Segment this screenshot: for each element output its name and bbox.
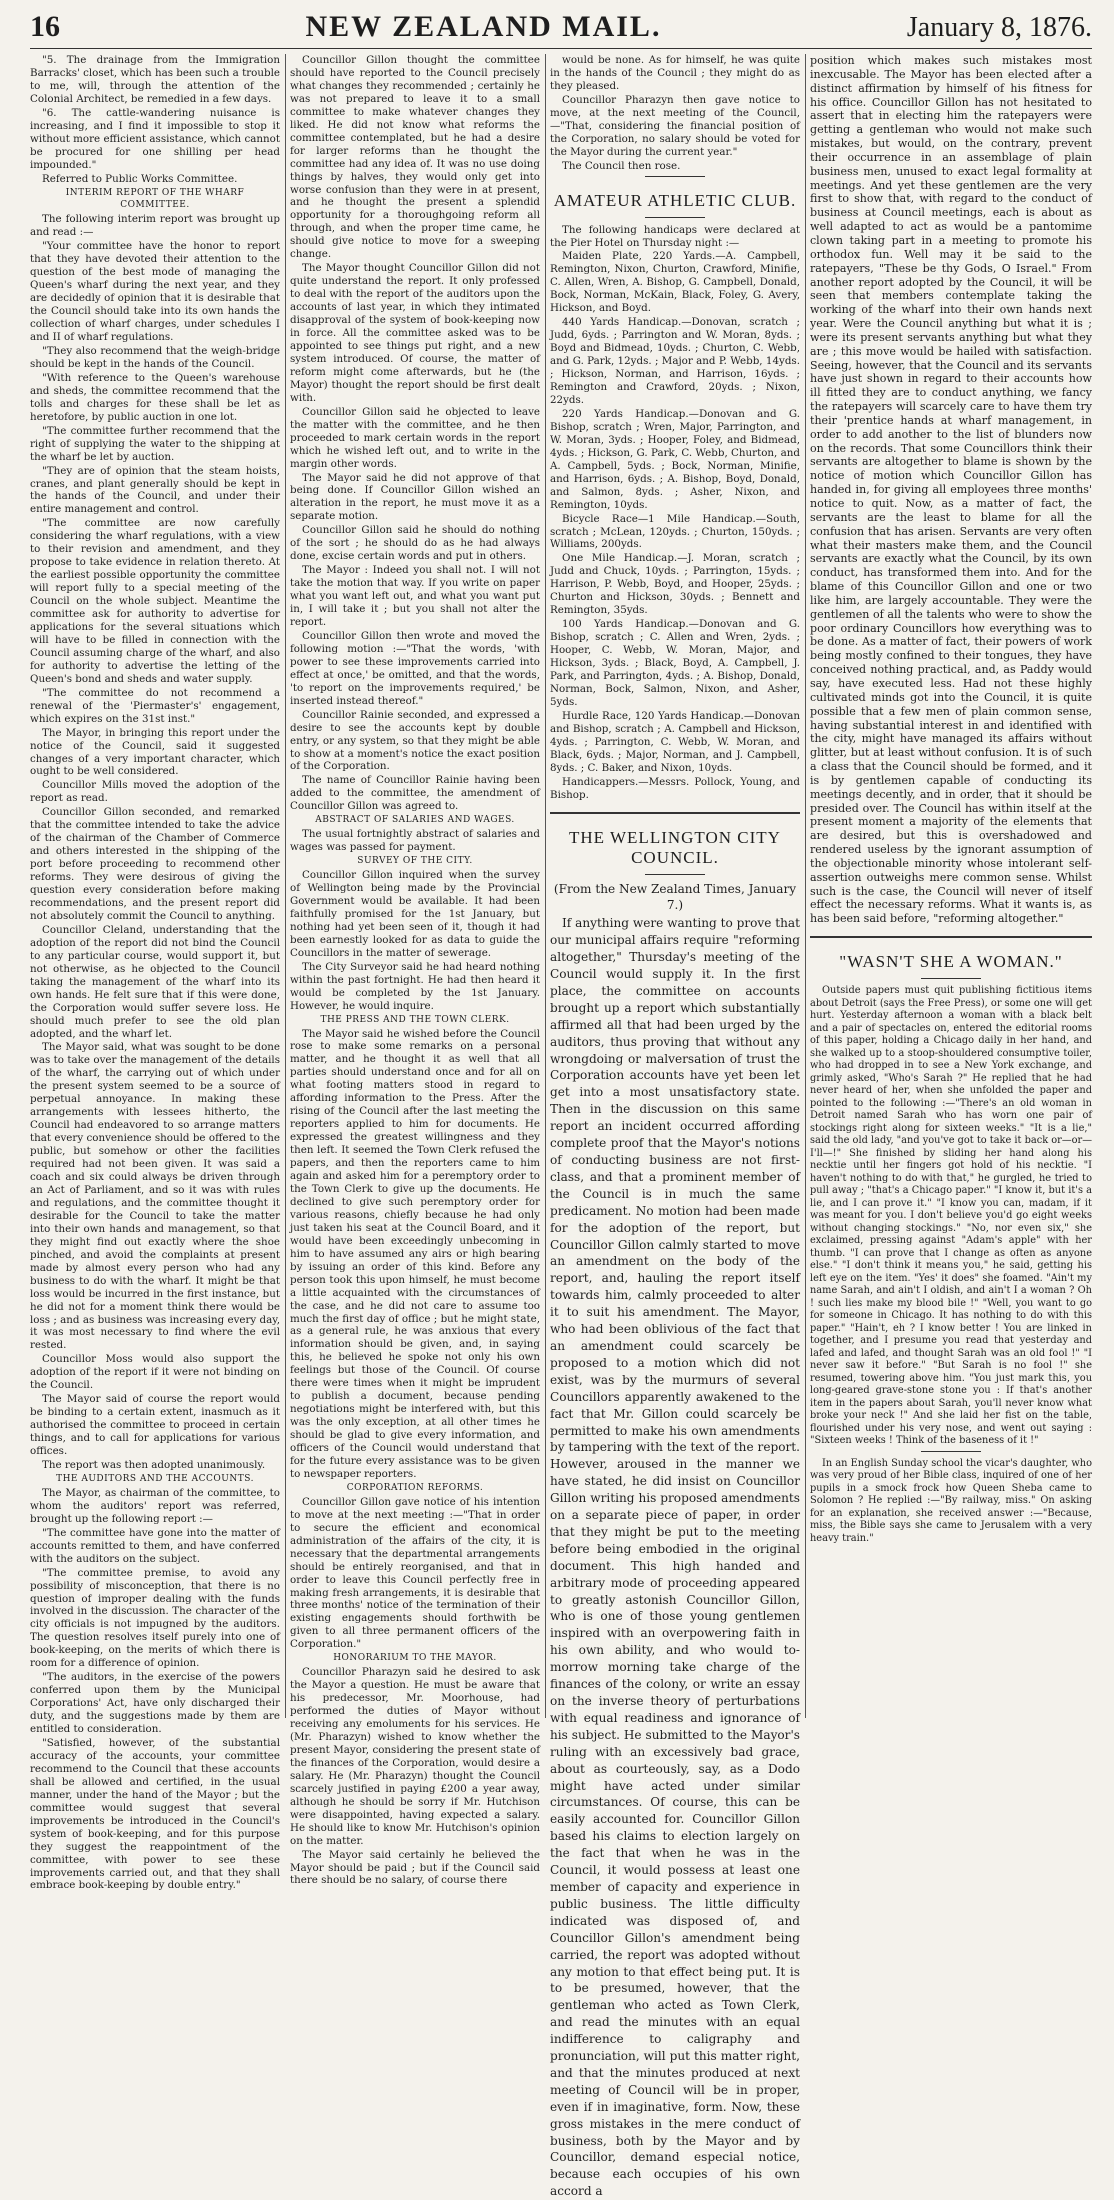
subheading: HONORARIUM TO THE MAYOR.: [333, 1653, 497, 1664]
paragraph: "They also recommend that the weigh-bridge should be kept in the hands of the Council.: [30, 344, 280, 370]
subheading: THE AUDITORS AND THE ACCOUNTS.: [56, 1473, 254, 1484]
paragraph: "6. The cattle-wandering nuisance is increasing, and I find it impossible to stop it without more efficient assistance, which cannot be procured for one shilling per head impounded.": [30, 106, 280, 171]
issue-date: January 8, 1876.: [906, 12, 1092, 43]
page-number: 16: [30, 10, 60, 43]
paragraph: The Mayor thought Councillor Gillon did not quite understand the report. It only professed to deal with the report of the auditors upon the accounts of last year, in which they intimated disapproval of the system of book-keeping now in force. All the committee asked was to be appointed to see things put right, and a new system introduced. Of course, the matter of reform might come afterwards, but he (the Mayor) thought the report should be first dealt with.: [290, 262, 540, 404]
handicap-entry: Bicycle Race—1 Mile Handicap.—South, scratch ; McLean, 120yds. ; Churton, 150yds. ; Williams, 200yds.: [550, 512, 800, 551]
paragraph: "Satisfied, however, of the substantial accuracy of the accounts, your committee recommend to the Council that these accounts shall be allowed and certified, in the usual manner, under the hand of the Mayor ; but the committee would suggest that several improvements be introduced in the Council's system of book-keeping, and for this purpose they suggest the reappointment of the committee, with power to see these improvements carried out, and that they shall embrace book-keeping by double entry.": [30, 1737, 280, 1892]
column-3: [550, 54, 800, 2199]
paragraph: The following interim report was brought up and read :—: [30, 213, 280, 239]
article-headline: AMATEUR ATHLETIC CLUB.: [553, 190, 797, 210]
handicap-entry: 440 Yards Handicap.—Donovan, scratch ; Judd, 6yds. ; Parrington and W. Moran, 8yds. ; Boyd and Bidmead, 10yds. ; Churton, C. Webb, and G. Park, 12yds. ; Major and P. Webb, 14yds. ; Hickson, Norman, and Harrison, 16yds. ; Remington and Crawford, 20yds. ; Nixon, 22yds.: [550, 316, 800, 406]
paragraph: Councillor Gillon thought the committee should have reported to the Council precisely what changes they recommended ; certainly he was not prepared to leave it to a small committee to make whatever changes they liked. He did not know what reforms the committee contemplated, but he had a desire for larger reforms than he thought the committee had any idea of. It was no use doing things by halves, they would only get into worse confusion than they were in at present, and he thought the present a splendid opportunity for a thoroughgoing reform all through, and when the proper time came, he should give notice to move for a sweeping change.: [290, 54, 540, 261]
paragraph: "5. The drainage from the Immigration Barracks' closet, which has been such a trouble to me, will, through the attention of the Colonial Architect, be remedied in a few days.: [30, 54, 280, 105]
paragraph: "The committee further recommend that the right of supplying the water to the shipping at the wharf be let by auction.: [30, 424, 280, 463]
divider: [921, 978, 981, 979]
paragraph: Councillor Moss would also support the adoption of the report if it were not binding on the Council.: [30, 1353, 280, 1392]
column-2: [290, 54, 540, 1887]
paragraph: The Mayor, as chairman of the committee, to whom the auditors' report was referred, brought up the following report :—: [30, 1486, 280, 1525]
paragraph: Councillor Gillon gave notice of his intention to move at the next meeting :—"That in order to secure the efficient and economical administration of the affairs of the city, it is necessary that the departmental arrangements should be entirely reorganised, and that in order to leave this Council perfectly free in making fresh arrangements, it is desirable that three months' notice of the termination of their existing engagements should forthwith be given to all three permanent officers of the Corporation.": [290, 1495, 540, 1651]
divider: [921, 1451, 981, 1452]
paragraph: would be none. As for himself, he was quite in the hands of the Council ; they might do as they pleased.: [550, 54, 800, 92]
paragraph: The Mayor said of course the report would be binding to a certain extent, inasmuch as it authorised the committee to proceed in certain things, and to call for applications for various offices.: [30, 1393, 280, 1458]
article-headline: THE WELLINGTON CITY COUNCIL.: [569, 827, 781, 867]
paragraph: "Your committee have the honor to report that they have devoted their attention to the question of the best mode of managing the Queen's wharf during the next year, and they are decidedly of opinion that it is desirable that the Council should take into its own hands the collection of wharf charges, under schedules I and II of wharf regulations.: [30, 240, 280, 344]
column-rule: [285, 54, 286, 1718]
subheading: CORPORATION REFORMS.: [346, 1482, 484, 1493]
paragraph: Councillor Pharazyn then gave notice to move, at the next meeting of the Council,—"That, considering the financial position of the Corporation, no salary should be voted for the Mayor during the current year.": [550, 93, 800, 158]
paragraph: Councillor Gillon said he objected to leave the matter with the committee, and he then proceeded to mark certain words in the report which he wished left out, and to write in the margin other words.: [290, 405, 540, 470]
paragraph: position which makes such mistakes most inexcusable. The Mayor has been elected after a distinct affirmation by himself of his fitness for his office. Councillor Gillon has not hesitated to assert that in electing him the ratepayers were getting a gentleman who would not make such mistakes, but would, on the contrary, prevent their occurrence in an assemblage of plain business men, unused to exact legal formality at meetings. And yet these gentlemen are the very first to show that, with regard to the conduct of business at Council meetings, each is about as well adapted to act as would be a pantomime clown taking part in a meeting to promote his orthodox fun. Well may it be said to the ratepayers, "These be thy Gods, O Israel." From another report adopted by the Council, it will be seen that members contemplate taking the working of the wharf into their own hands next year. Were the Council anything but what it is ; were its present servants anything but what they are ; this move would be hailed with satisfaction. Seeing, however, that the Council and its servants have just shown in regard to their accounts how ill fitted they are to conduct anything, we fancy the ratepayers will scarcely care to have them try their 'prentice hands at wharf management, in order to add another to the list of blunders now on the records. That some Councillors think their servants are altogether to blame is shown by the notice of motion which Councillor Gillon has handed in, for giving all employees three months' notice to quit. Now, as a matter of fact, the servants are the least to blame for all the confusion that has arisen. Servants are very often what their masters make them, and the Council servants are exactly what the Council, by its own conduct, has transformed them into. And for the blame of this Councillor Gillon and one or two like him, are largely accountable. They were the gentlemen of all the talents who were to show the poor ordinary Councillors how everything was to be done. As a matter of fact, their powers of work being mostly confined to their tongues, they have conceived nothing practical, and, as Paddy would say, have executed less. Had not these highly cultivated minds got into the Council, it is quite possible that a few men of plain common sense, having substantial interest in and identified with the city, might have managed its affairs without glitter, but at least without confusion. It is of such a class that the Council should be formed, and it is by gentlemen capable of conducting its meetings decently, and in order, that it should be presided over. The Council has within itself at the present moment a majority of the elements that are desired, but this is overshadowed and rendered useless by the ignorant assumption of the objectionable minority whose intolerant self-assertion outweighs mere common sense. Whilst such is the case, the Council will never of itself effect the necessary reforms. What it wants is, as has been said before, "reforming altogether.": [810, 54, 1092, 926]
masthead: NEW ZEALAND MAIL.: [305, 10, 662, 43]
column-4: [810, 54, 1092, 1718]
subheading: THE PRESS AND THE TOWN CLERK.: [320, 1014, 510, 1025]
paragraph: The Mayor said he wished before the Council rose to make some remarks on a personal matter, and he thought it as well that all parties should understand once and for all on what footing matters stood in regard to affording information to the Press. After the rising of the Council after the last meeting the reporters applied to him for documents. He expressed the greatest willingness and they then left. It seemed the Town Clerk refused the papers, and then the reporters came to him again and asked him for a peremptory order to the Town Clerk to give up the documents. He declined to give such peremptory order for various reasons, chiefly because he had only just taken his seat at the Council Board, and it would have been exceedingly unbecoming in him to have assumed any airs or high bearing by issuing an order of this kind. Before any person took this upon himself, he must become a little acquainted with the circumstances of the case, and he did not care to assume too much the first day of office ; but he might state, as a general rule, he was anxious that every information should be given, and, in saying this, he believed he spoke not only his own feelings but those of the Council. Of course there were times when it might be imprudent to publish a document, because pending negotiations might be interfered with, but this was the only exception, at all other times he should be glad to give every information, and officers of the Council would understand that for the future every assistance was to be given to newspaper reporters.: [290, 1027, 540, 1480]
paragraph: The Council then rose.: [562, 159, 681, 172]
handicap-entry: 100 Yards Handicap.—Donovan and G. Bishop, scratch ; C. Allen and Wren, 2yds. ; Hooper, C. Webb, W. Moran, Major, and Hickson, 3yds. ; Black, Boyd, A. Campbell, J. Park, and Parrington, 4yds. ; A. Bishop, Donald, Norman, Bock, Salmon, Nixon, and Asher, 5yds.: [550, 618, 800, 708]
paragraph: "The committee are now carefully considering the wharf regulations, with a view to their revision and amendment, and they propose to take evidence in relation thereto. At the earliest possible opportunity the committee will report fully to a special meeting of the Council on the whole subject. Meantime the committee ask for authority to advertise for applications for the several situations which will have to be filled in connection with the Council assuming charge of the wharf, and also for authority to advertise the letting of the Queen's bond and sheds and water supply.: [30, 517, 280, 685]
paragraph: Referred to Public Works Committee.: [42, 172, 238, 185]
column-rule: [805, 54, 806, 1718]
handicap-entry: One Mile Handicap.—J. Moran, scratch ; Judd and Chuck, 10yds. ; Parrington, 15yds. ; Harrison, P. Webb, Boyd, and Hooper, 25yds. ; Churton and Hickson, 30yds. ; Bennett and Remington, 35yds.: [550, 552, 800, 617]
paragraph: Councillor Gillon inquired when the survey of Wellington being made by the Provincial Government would be available. It had been faithfully promised for the 1st January, but nothing had yet been seen of it, though it had been earnestly looked for as data to guide the Councillors in the matter of sewerage.: [290, 869, 540, 959]
paragraph: The Mayor said, what was sought to be done was to take over the management of the details of the wharf, the carrying out of which under the present system seemed to be a source of perpetual annoyance. In making these arrangements with lessees hitherto, the Council had endeavored to so arrange matters that every convenience should be offered to the public, but somehow or other the facilities required had not been given. It was said a coach and six could always be driven through an Act of Parliament, and so it was with rules and regulations, and the committee thought it desirable for the Council to take the matter into their own hands and management, so that they might find out exactly where the shoe pinched, and avoid the complaints at present made by almost every person who had any business to do with the wharf. It might be that loss would be incurred in the first instance, but he did not for a moment think there would be loss ; and as business was increasing every day, it was most necessary to find where the evil rested.: [30, 1041, 280, 1352]
paragraph: The following handicaps were declared at the Pier Hotel on Thursday night :—: [550, 223, 800, 249]
paragraph: Councillor Rainie seconded, and expressed a desire to see the accounts kept by double entry, or any system, so that they might be able to show at a moment's notice the exact position of the Corporation.: [290, 708, 540, 773]
paragraph: Councillor Pharazyn said he desired to ask the Mayor a question. He must be aware that his predecessor, Mr. Moorhouse, had performed the duties of Mayor without receiving any emoluments for his services. He (Mr. Pharazyn) wished to know whether the present Mayor, considering the present state of the finances of the Corporation, would desire a salary. He (Mr. Pharazyn) thought the Council scarcely justified in paying £200 a year away, although he should be sorry if Mr. Hutchison were disappointed, having expected a salary. He should like to know Mr. Hutchison's opinion on the matter.: [290, 1666, 540, 1847]
paragraph: If anything were wanting to prove that our municipal affairs require "reforming altogether," Thursday's meeting of the Council would supply it. In the first place, the committee on accounts brought up a report which substantially affirmed all that had been urged by the auditors, thus proving that without any wrongdoing or malversation of trust the Corporation accounts have yet been let get into a most unsatisfactory state. Then in the discussion on this same report an incident occurred affording complete proof that the Mayor's notions of conducting business are not first-class, and that a prominent member of the Council is in much the same predicament. No motion had been made for the adoption of the report, but Councillor Gillon calmly started to move an amendment on the body of the report, and, hauling the report itself towards him, calmly proceeded to alter it to suit his amendment. The Mayor, who had been oblivious of the fact that an amendment could scarcely be proposed to a motion which did not exist, was by the murmurs of several Councillors apparently awakened to the fact that Mr. Gillon could scarcely be permitted to make his own amendments by tampering with the text of the report. However, aroused in the manner we have stated, he did insist on Councillor Gillon writing his proposed amendments on a separate piece of paper, in order that they might be put to the meeting before being embodied in the original document. This high handed and arbitrary mode of proceeding appeared to greatly astonish Councillor Gillon, who is one of those young gentlemen inspired with an overpowering faith in his own ability, and who would to-morrow morning take charge of the finances of the colony, or write an essay on the inverse theory of perturbations with equal readiness and ignorance of his subject. He submitted to the Mayor's ruling with an excessively bad grace, about as courteously, say, as a Dodo might have acted under similar circumstances. Of course, this can be easily accounted for. Councillor Gillon based his claims to election largely on the fact that when he was in the Council, it would possess at least one member of capacity and experience in public business. The little difficulty indicated was disposed of, and Councillor Gillon's amendment being carried, the report was adopted without any motion to that effect being put. It is to be presumed, however, that the gentleman who acted as Town Clerk, and read the minutes with an equal indifference to caligraphy and pronunciation, will put this matter right, and that the minutes produced at next meeting of Council will be in proper, even if in imaginative, form. Now, these gross mistakes in the mere conduct of business, both by the Mayor and by Councillor, demand especial notice, because each occupies of his own accord a: [550, 916, 800, 2199]
column-1: [30, 54, 280, 1892]
paragraph: "With reference to the Queen's warehouse and sheds, the committee recommend that the tolls and charges for these shall be let as heretofore, by public auction in one lot.: [30, 371, 280, 423]
paragraph: Handicappers.—Messrs. Pollock, Young, and Bishop.: [550, 775, 800, 801]
paragraph: The Mayor said he did not approve of that being done. If Councillor Gillon wished an alteration in the report, he must move it as a separate motion.: [290, 471, 540, 523]
handicap-entry: Maiden Plate, 220 Yards.—A. Campbell, Remington, Nixon, Churton, Crawford, Minifie, C. Allen, Wren, A. Bishop, G. Campbell, Donald, Bock, Norman, McKain, Black, Foley, G. Avery, Hickson, and Boyd.: [550, 250, 800, 315]
paragraph: Outside papers must quit publishing fictitious items about Detroit (says the Free Press), or some one will get hurt. Yesterday afternoon a woman with a black belt and a pair of spectacles on, entered the editorial rooms of this paper, holding a Chicago daily in her hand, and she walked up to a stoop-shouldered consumptive toiler, who had dropped in to see a New York exchange, and grimly asked, "Who's Sarah ?" He replied that he had never heard of her, when she unfolded the paper and pointed to the following :—"There's an old woman in Detroit named Sarah who has worn one pair of stockings right along for sixteen weeks." "It is a lie," said the old lady, "and you've got to take it back or—or—I'll—!" She finished by sliding her hand along his necktie until her fingers got hold of his necktie. "I haven't nothing to do with that," he gurgled, he tried to pull away ; "that's a Chicago paper." "I know it, but it's a lie, and I can prove it." "I know you can, madam, if it was meant for you. I don't believe you'd go eight weeks without changing stockings." "No, nor even six," she exclaimed, pressing against "Adam's apple" with her thumb. "I can prove that I change as often as anyone else." "I don't think it means you," he said, getting his left eye on the item. "Yes' it does" she foamed. "Ain't my name Sarah, and ain't I oldish, and ain't I a woman ? Oh ! such lies make my blood bile !" "Well, you want to go for someone in Chicago. It has nothing to do with this paper." "Hain't, eh ? I know better ! You are linked in together, and I presume you read that yesterday and lafed and lafed, and thought Sarah was an old fool !" "I never saw it before." "But Sarah is no fool !" she resumed, towering above him. "You just mark this, you long-geared grave-stone stone you : If that's another item in the papers about Sarah, you'll never know what broke your neck !" And she laid her fist on the table, flourished under his very nose, and went out saying : "Sixteen weeks ! Think of the baseness of it !": [810, 985, 1092, 1447]
paragraph: "They are of opinion that the steam hoists, cranes, and plant generally should be kept in the hands of the Council, and under their entire management and control.: [30, 464, 280, 516]
paragraph: The City Surveyor said he had heard nothing within the past fortnight. He had then heard it would be completed by the 1st January. However, he would inquire.: [290, 960, 540, 1012]
handicap-entry: Hurdle Race, 120 Yards Handicap.—Donovan and Bishop, scratch ; A. Campbell and Hickson, 4yds. ; Parrington, C. Webb, W. Moran, and Black, 6yds. ; Major, Norman, and J. Campbell, 8yds. ; C. Baker, and Nixon, 10yds.: [550, 709, 800, 774]
paragraph: Councillor Gillon said he should do nothing of the sort ; he should do as he had always done, excise certain words and put in others.: [290, 524, 540, 563]
page-header: [30, 10, 1092, 49]
paragraph: "The auditors, in the exercise of the powers conferred upon them by the Municipal Corporations' Act, have only discharged their duty, and the suggestions made by them are entitled to consideration.: [30, 1671, 280, 1736]
paragraph: Councillor Cleland, understanding that the adoption of the report did not bind the Council to any particular course, would support it, but not otherwise, as he objected to the Council taking the management of the wharf into its own hands. He felt sure that if this were done, the Corporation would suffer severe loss. He should much prefer to see the old plan adopted, and the wharf let.: [30, 923, 280, 1040]
paragraph: "The committee do not recommend a renewal of the 'Piermaster's' engagement, which expires on the 31st inst.": [30, 686, 280, 725]
paragraph: "The committee premise, to avoid any possibility of misconception, that there is no question of improper dealing with the funds involved in the discussion. The character of the city officials is not impugned by the auditors. The question resolves itself purely into one of book-keeping, on the merits of which there is room for a difference of opinion.: [30, 1566, 280, 1670]
paragraph: The name of Councillor Rainie having been added to the committee, the amendment of Councillor Gillon was agreed to.: [290, 774, 540, 813]
paragraph: The usual fortnightly abstract of salaries and wages was passed for payment.: [290, 828, 540, 854]
handicap-entry: 220 Yards Handicap.—Donovan and G. Bishop, scratch ; Wren, Major, Parrington, and W. Moran, 3yds. ; Hooper, Foley, and Bidmead, 4yds. ; Hickson, G. Park, C. Webb, Churton, and A. Campbell, 5yds. ; Bock, Norman, Minifie, and Harrison, 6yds. ; A. Bishop, Boyd, Donald, and Salmon, 8yds. ; Asher, Nixon, and Remington, 10yds.: [550, 407, 800, 511]
paragraph: The Mayor, in bringing this report under the notice of the Council, said it suggested changes of a very important character, which ought to be well considered.: [30, 726, 280, 778]
article-headline: "WASN'T SHE A WOMAN.": [839, 952, 1063, 972]
source-line: (From the New Zealand Times, January 7.): [553, 881, 797, 913]
divider: [645, 217, 705, 218]
column-rule: [545, 54, 546, 1718]
paragraph: In an English Sunday school the vicar's daughter, who was very proud of her Bible class, inquired of one of her pupils in a smock frock how Queen Sheba came to Solomon ? He replied :—"By railway, miss." On asking for an explanation, she received answer :—"Because, miss, the Bible says she came to Jerusalem with a very heavy train.": [810, 1457, 1092, 1544]
paragraph: "The committee have gone into the matter of accounts remitted to them, and have conferred with the auditors on the subject.: [30, 1526, 280, 1565]
divider: [645, 874, 705, 875]
paragraph: The report was then adopted unanimously.: [42, 1458, 266, 1471]
paragraph: The Mayor said certainly he believed the Mayor should be paid ; but if the Council said there should be no salary, of course there: [290, 1848, 540, 1887]
subheading: INTERIM REPORT OF THE WHARF COMMITTEE.: [65, 187, 245, 211]
subheading: ABSTRACT OF SALARIES AND WAGES.: [315, 815, 515, 826]
divider: [550, 812, 800, 814]
paragraph: Councillor Gillon then wrote and moved the following motion :—"That the words, 'with power to see these improvements carried into effect at once,' be omitted, and that the words, 'to report on the improvements required,' be inserted instead thereof.": [290, 629, 540, 707]
paragraph: The Mayor : Indeed you shall not. I will not take the motion that way. If you write on paper what you want left out, and what you want put in, I will take it ; but you shall not alter the report.: [290, 564, 540, 628]
paragraph: Councillor Mills moved the adoption of the report as read.: [30, 779, 280, 805]
subheading: SURVEY OF THE CITY.: [357, 856, 473, 867]
divider: [810, 936, 1092, 938]
paragraph: Councillor Gillon seconded, and remarked that the committee intended to take the advice of the chairman of the Chamber of Commerce and others interested in the shipping of the port before proceeding to recommend other reforms. They were desirous of giving the question every consideration before making recommendations, and the present report did not absolutely commit the Council to anything.: [30, 806, 280, 922]
divider: [645, 176, 705, 177]
